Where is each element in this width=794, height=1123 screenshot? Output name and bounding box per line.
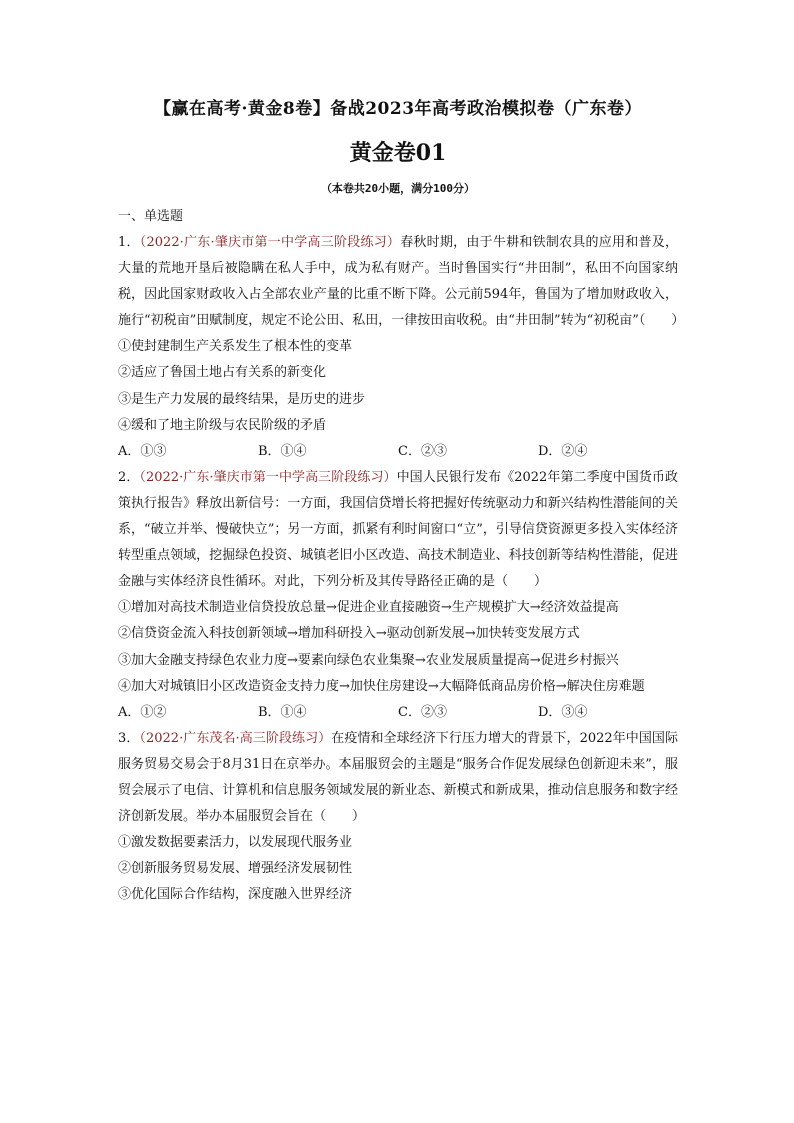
question-stem — [118, 230, 685, 334]
statement-option: ②创新服务贸易发展、增强经济发展韧性 — [118, 861, 353, 877]
statement-option: ①使封建制生产关系发生了根本性的变革 — [118, 339, 353, 355]
paper-note: （本卷共20小题，满分100分） — [320, 182, 476, 195]
answer-choice-a[interactable]: A．①③ — [118, 443, 167, 459]
question-2 — [118, 465, 678, 726]
question-source: （2022·广东·肇庆市第一中学高三阶段练习） — [139, 469, 397, 485]
answer-choice-c[interactable]: C．②③ — [398, 443, 447, 459]
question-source: （2022·广东·肇庆市第一中学高三阶段练习） — [139, 235, 401, 250]
question-text: 在疫情和全球经济下行压力增大的背景下，2022年中国国际服务贸易交易会于8月31日在京举办。本届服贸会的主题是“服务合作促发展绿色创新迎未来”，服贸会展示了电信、计算机和信息服务领域发展的新业态、新模式和新成果，推动信息服务和数字经济创新发展。举办本届服贸会旨在（ ） — [118, 730, 678, 825]
paper-title: 黄金卷01 — [349, 140, 447, 166]
answer-choice-c[interactable]: C．②③ — [398, 704, 447, 720]
statement-option: ①增加对高技术制造业信贷投放总量→促进企业直接融资→生产规模扩大→经济效益提高 — [118, 600, 619, 616]
answer-choice-b[interactable]: B．①④ — [258, 443, 307, 459]
statement-option: ③是生产力发展的最终结果，是历史的进步 — [118, 391, 366, 407]
question-stem — [118, 465, 678, 595]
question-number: 1． — [118, 235, 140, 250]
question-list — [118, 230, 685, 908]
exam-series-title: 【赢在高考·黄金8卷】备战2023年高考政治模拟卷（广东卷） — [153, 99, 643, 119]
statement-option: ②信贷资金流入科技创新领域→增加科研投入→驱动创新发展→加快转变发展方式 — [118, 626, 580, 642]
question-number: 2． — [118, 469, 140, 485]
answer-choice-b[interactable]: B．①④ — [258, 704, 307, 720]
statement-option: ②适应了鲁国土地占有关系的新变化 — [118, 365, 327, 381]
statement-option: ④加大对城镇旧小区改造资金支持力度→加快住房建设→大幅降低商品房价格→解决住房难题 — [118, 678, 645, 694]
statement-option: ④缓和了地主阶级与农民阶级的矛盾 — [118, 417, 327, 433]
statement-option: ③加大金融支持绿色农业力度→要素向绿色农业集聚→农业发展质量提高→促进乡村振兴 — [118, 652, 619, 668]
question-3 — [118, 726, 678, 909]
statement-option: ①激发数据要素活力，以发展现代服务业 — [118, 835, 353, 851]
question-number: 3． — [118, 730, 140, 746]
answer-choices — [118, 439, 678, 465]
question-text: 春秋时期，由于牛耕和铁制农具的应用和普及，大量的荒地开垦后被隐瞒在私人手中，成为私有财产。当时鲁国实行“井田制”，私田不向国家纳税，因此国家财政收入占全部农业产量的比重不断下降。公元前594年，鲁国为了增加财政收入，施行“初税亩”田赋制度，规定不论公田、私田，一律按田亩收税。由“井田制”转为“初税亩”（ ） — [118, 235, 685, 329]
question-stem — [118, 726, 678, 830]
answer-choice-d[interactable]: D．③④ — [538, 704, 588, 720]
answer-choice-d[interactable]: D．②④ — [538, 443, 588, 459]
answer-choices — [118, 700, 678, 726]
section-title: 一、单选题 — [118, 209, 184, 224]
question-source: （2022·广东茂名·高三阶段练习） — [139, 730, 332, 746]
question-1 — [118, 230, 685, 465]
statement-option: ③优化国际合作结构，深度融入世界经济 — [118, 887, 353, 903]
question-text: 中国人民银行发布《2022年第二季度中国货币政策执行报告》释放出新信号：一方面，我国信贷增长将把握好传统驱动力和新兴结构性潜能间的关系，“破立并举、慢破快立”；另一方面，抓紧有利时间窗口“立”，引导信贷资源更多投入实体经济转型重点领域，挖掘绿色投资、城镇老旧小区改造、高技术制造业、科技创新等结构性潜能，促进金融与实体经济良性循环。对此，下列分析及其传导路径正确的是（ ） — [118, 469, 678, 590]
answer-choice-a[interactable]: A．①② — [118, 704, 167, 720]
